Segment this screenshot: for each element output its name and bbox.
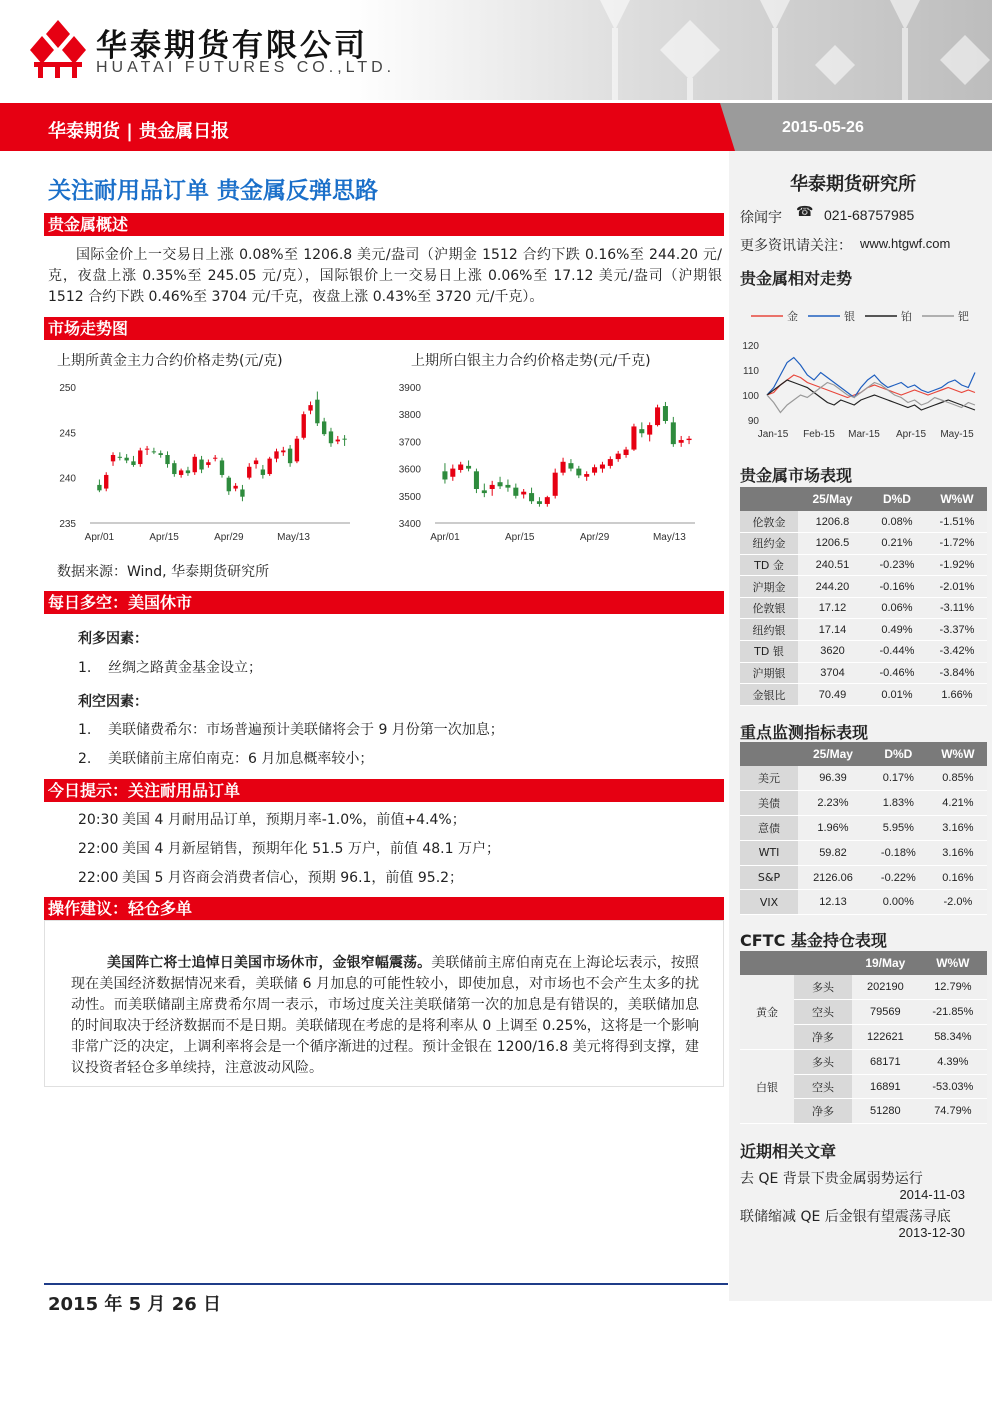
- row-label: 净多: [794, 1025, 852, 1050]
- report-name: 华泰期货 | 贵金属日报: [48, 121, 230, 142]
- table-row: [740, 1049, 987, 1074]
- gold-y-tick-label: 245: [59, 428, 76, 440]
- silver-y-tick-label: 3700: [398, 437, 421, 449]
- silver-candle-body: [450, 469, 455, 477]
- relative-trend-heading: 贵金属相对走势: [740, 269, 853, 288]
- gold-candle-body: [329, 431, 333, 443]
- silver-candle-body: [631, 426, 636, 449]
- section-view-heading: 每日多空：美国休市: [44, 591, 724, 614]
- table-header-cell: W%W: [929, 742, 987, 766]
- section-advice-heading: 操作建议：轻仓多单: [44, 897, 724, 920]
- row-label: 空头: [794, 1000, 852, 1025]
- table-cell: 0.21%: [867, 533, 927, 555]
- table-row: [740, 597, 987, 619]
- silver-candle-body: [442, 471, 447, 479]
- row-label: 美债: [740, 791, 798, 816]
- table-header-cell: D%D: [867, 487, 927, 511]
- market-performance-table: [740, 487, 987, 706]
- table-cell: 96.39: [798, 766, 868, 791]
- table-row: [740, 576, 987, 598]
- gold-candle-body: [247, 467, 251, 478]
- row-label: 空头: [794, 1074, 852, 1099]
- gold-candle-body: [193, 457, 197, 472]
- tip-time: 20:30: [78, 812, 119, 828]
- table-cell: 16891: [852, 1074, 919, 1099]
- bull-factors-label: 利多因素：: [78, 631, 148, 647]
- gold-chart-title: 上期所黄金主力合约价格走势(元/克): [57, 353, 283, 369]
- table-cell: 1.66%: [927, 684, 987, 706]
- gold-x-tick-label: Apr/29: [214, 532, 244, 543]
- gold-candle-body: [111, 455, 115, 461]
- advice-body: 美联储前主席伯南克在上海论坛表示，按照现在美国经济数据情况来看，美联储 6 月加息的可能性较小，即使加息，对市场也不会产生太多的扰动性。而美联储副主席费希尔周一表示，市场过度关注美联储第一次的加息是有错误的，美联储加息的时间取决于经济数据而不是日期。美联储现在考虑的是将利率从 0 上调至 0.25%，这将是一个影响非常广泛的决定，上调利率将会是一个循序渐进的过程。预计金银在 1200/16.8 美元将得到支撑，建议投资者轻仓多单续持，注意波动风险。: [71, 955, 700, 1076]
- legend-label: 铂: [901, 311, 912, 323]
- gold-candle-body: [213, 458, 217, 459]
- gold-candle-body: [322, 421, 326, 434]
- table-row: [740, 684, 987, 706]
- silver-y-tick-label: 3500: [398, 491, 421, 503]
- page-title: 关注耐用品订单 贵金属反弹思路: [48, 178, 379, 204]
- row-label: 意债: [740, 816, 798, 841]
- table-header-cell: D%D: [868, 742, 929, 766]
- table-cell: 0.06%: [867, 597, 927, 619]
- header-decoration: [560, 0, 992, 100]
- row-label: 金银比: [740, 684, 798, 706]
- silver-candle-body: [537, 501, 542, 504]
- table-cell: -0.18%: [868, 840, 929, 865]
- relative-series-line: [767, 383, 975, 413]
- table-cell: 1.83%: [868, 791, 929, 816]
- table-cell: 0.00%: [868, 890, 929, 915]
- row-label: 伦敦银: [740, 597, 798, 619]
- table-cell: 0.16%: [929, 865, 987, 890]
- page-header: [0, 0, 992, 100]
- table-row: [740, 619, 987, 641]
- relative-y-tick-label: 110: [743, 366, 759, 377]
- bull-item-num: 1.: [78, 660, 92, 676]
- silver-candle-body: [584, 474, 589, 477]
- table-cell: -3.42%: [927, 641, 987, 663]
- table-cell: 4.39%: [919, 1049, 987, 1074]
- table-cell: 17.12: [798, 597, 867, 619]
- table-row: [740, 533, 987, 555]
- silver-candle-body: [687, 439, 692, 440]
- table-cell: 2126.06: [798, 865, 868, 890]
- legend-label: 钯: [958, 311, 969, 323]
- gold-candle-body: [342, 439, 346, 440]
- gold-candle-body: [118, 457, 122, 458]
- table-cell: -0.16%: [867, 576, 927, 598]
- silver-chart-title: 上期所白银主力合约价格走势(元/千克): [411, 353, 651, 369]
- table-cell: 1206.8: [798, 511, 867, 533]
- table-header-cell: [740, 951, 794, 975]
- table-cell: 0.08%: [867, 511, 927, 533]
- row-label: 沪期金: [740, 576, 798, 598]
- table-cell: -53.03%: [919, 1074, 987, 1099]
- row-label: TD 金: [740, 554, 798, 576]
- table-cell: 1206.5: [798, 533, 867, 555]
- table-header-cell: 25/May: [798, 487, 867, 511]
- table-row: [740, 816, 987, 841]
- row-label: 纽约银: [740, 619, 798, 641]
- gold-candle-body: [220, 460, 224, 475]
- phone-icon: ☎: [796, 204, 814, 220]
- silver-price-chart: [395, 375, 700, 547]
- gold-candle-body: [227, 478, 231, 492]
- advice-text: [71, 953, 699, 1079]
- table-cell: 58.34%: [919, 1025, 987, 1050]
- row-label: TD 银: [740, 641, 798, 663]
- bear-item-num: 2.: [78, 751, 92, 767]
- indicator-heading: 重点监测指标表现: [740, 723, 869, 742]
- gold-candle-body: [288, 449, 292, 464]
- table-header-cell: W%W: [927, 487, 987, 511]
- gold-candle-body: [159, 453, 163, 455]
- table-cell: -0.23%: [867, 554, 927, 576]
- table-cell: 59.82: [798, 840, 868, 865]
- table-row: [740, 641, 987, 663]
- overview-text: 国际金价上一交易日上涨 0.08%至 1206.8 美元/盎司（沪期金 1512 合约下跌 0.16%至 244.20 元/克，夜盘上涨 0.35%至 245.05 元/克），国际银价上一交易日上涨 0.06%至 17.12 美元/盎司（沪期银 1512 合约下跌 0.46%至 3704 元/千克，夜盘上涨 0.43%至 3720 元/千克）。: [48, 247, 722, 305]
- table-row: [740, 791, 987, 816]
- relative-x-tick-label: Apr-15: [895, 429, 927, 440]
- relative-x-tick-label: Feb-15: [803, 429, 835, 440]
- more-info-label: 更多资讯请关注：: [740, 238, 852, 254]
- table-header-row: [740, 742, 987, 766]
- row-label: 净多: [794, 1099, 852, 1124]
- table-cell: -3.84%: [927, 662, 987, 684]
- table-cell: 3704: [798, 662, 867, 684]
- table-cell: -0.22%: [868, 865, 929, 890]
- gold-y-tick-label: 250: [59, 383, 76, 394]
- gold-candle-body: [261, 470, 265, 475]
- row-label: S&P: [740, 865, 798, 890]
- gold-candle-body: [233, 486, 237, 489]
- table-cell: 244.20: [798, 576, 867, 598]
- silver-y-tick-label: 3600: [398, 464, 421, 476]
- table-cell: -1.51%: [927, 511, 987, 533]
- articles-heading: 近期相关文章: [740, 1142, 837, 1161]
- tip-time: 22:00: [78, 841, 119, 857]
- table-row: [740, 662, 987, 684]
- table-cell: 3.16%: [929, 840, 987, 865]
- silver-candle-body: [647, 425, 652, 435]
- table-row: [740, 554, 987, 576]
- row-label: 多头: [794, 975, 852, 1000]
- cftc-heading: CFTC 基金持仓表现: [740, 931, 887, 950]
- gold-candle-body: [131, 461, 135, 465]
- table-cell: -1.72%: [927, 533, 987, 555]
- table-cell: 4.21%: [929, 791, 987, 816]
- silver-candle-body: [616, 454, 621, 459]
- table-row: [740, 890, 987, 915]
- silver-candle-body: [561, 462, 566, 473]
- bear-factors-label: 利空因素：: [78, 694, 148, 710]
- relative-x-tick-label: Mar-15: [848, 429, 880, 440]
- website-link[interactable]: www.htgwf.com: [860, 236, 951, 251]
- table-cell: 12.79%: [919, 975, 987, 1000]
- gold-candle-body: [336, 440, 340, 442]
- table-cell: 0.49%: [867, 619, 927, 641]
- tip-text: 美国 4 月耐用品订单，预期月率-1.0%，前值+4.4%；: [122, 812, 466, 828]
- gold-candle-body: [302, 414, 306, 438]
- bear-item: 美联储费希尔：市场普遍预计美联储将会于 9 月份第一次加息；: [108, 722, 504, 738]
- table-cell: -21.85%: [919, 1000, 987, 1025]
- gold-candle-body: [97, 485, 101, 490]
- silver-candle-body: [639, 429, 644, 433]
- table-cell: 0.85%: [929, 766, 987, 791]
- relative-y-tick-label: 100: [742, 391, 759, 402]
- table-cell: 12.13: [798, 890, 868, 915]
- section-tips-heading: 今日提示：关注耐用品订单: [44, 779, 724, 802]
- silver-candle-body: [466, 466, 471, 469]
- table-cell: -0.44%: [867, 641, 927, 663]
- legend-label: 银: [844, 311, 855, 323]
- silver-candle-body: [521, 492, 526, 495]
- row-label: VIX: [740, 890, 798, 915]
- article-title[interactable]: 去 QE 背景下贵金属弱势运行: [740, 1171, 923, 1187]
- silver-candle-body: [576, 469, 581, 476]
- table-header-row: [740, 487, 987, 511]
- bear-item-num: 1.: [78, 722, 92, 738]
- market-performance-heading: 贵金属市场表现: [740, 466, 853, 485]
- gold-y-tick-label: 235: [59, 519, 76, 530]
- silver-candle-body: [513, 488, 518, 496]
- relative-x-tick-label: Jan-15: [757, 429, 789, 440]
- cftc-table: [740, 951, 987, 1124]
- indicator-table: [740, 742, 987, 915]
- gold-candle-body: [179, 470, 183, 475]
- table-row: [740, 511, 987, 533]
- gold-candle-body: [240, 489, 244, 496]
- gold-x-tick-label: Apr/01: [84, 532, 115, 543]
- silver-candle-body: [529, 493, 534, 501]
- analyst-name: 徐闻宇: [740, 210, 782, 226]
- table-cell: -2.0%: [929, 890, 987, 915]
- table-cell: 68171: [852, 1049, 919, 1074]
- relative-y-tick-label: 120: [742, 341, 759, 352]
- silver-y-tick-label: 3400: [398, 519, 421, 530]
- table-header-cell: [794, 951, 852, 975]
- gold-candle-body: [267, 459, 271, 474]
- article-date: 2013-12-30: [898, 1225, 965, 1240]
- table-cell: 240.51: [798, 554, 867, 576]
- row-label: 多头: [794, 1049, 852, 1074]
- table-cell: 51280: [852, 1099, 919, 1124]
- table-cell: 0.01%: [867, 684, 927, 706]
- gold-candle-body: [199, 460, 203, 470]
- gold-y-tick-label: 240: [59, 473, 76, 485]
- silver-x-tick-label: May/13: [652, 532, 686, 543]
- gold-candle-body: [274, 451, 278, 458]
- silver-x-tick-label: Apr/29: [579, 532, 610, 543]
- silver-candle-body: [592, 467, 597, 472]
- table-cell: 79569: [852, 1000, 919, 1025]
- silver-candle-body: [553, 473, 558, 496]
- silver-candle-body: [545, 497, 550, 504]
- relative-trend-chart: [733, 300, 988, 445]
- table-cell: -3.37%: [927, 619, 987, 641]
- gold-candle-body: [186, 470, 190, 473]
- table-cell: 70.49: [798, 684, 867, 706]
- gold-candle-body: [165, 455, 169, 464]
- company-name-cn: 华泰期货有限公司: [96, 28, 368, 64]
- relative-y-tick-label: 90: [747, 416, 759, 427]
- institute-name: 华泰期货研究所: [790, 174, 916, 195]
- article-title[interactable]: 联储缩减 QE 后金银有望震荡寻底: [740, 1209, 951, 1225]
- gold-candle-body: [315, 400, 319, 424]
- silver-candle-body: [490, 485, 495, 489]
- gold-candle-body: [281, 450, 285, 452]
- gold-candle-body: [295, 439, 299, 462]
- gold-candle-body: [138, 450, 142, 464]
- silver-candle-body: [655, 407, 660, 425]
- tip-time: 22:00: [78, 870, 119, 886]
- silver-y-tick-label: 3800: [398, 410, 421, 422]
- table-header-cell: 19/May: [852, 951, 919, 975]
- section-market-heading: 市场走势图: [44, 317, 724, 340]
- table-row: [740, 975, 987, 1000]
- relative-x-tick-label: May-15: [940, 429, 974, 440]
- table-cell: -0.46%: [867, 662, 927, 684]
- table-cell: 1.96%: [798, 816, 868, 841]
- table-row: [740, 840, 987, 865]
- table-row: [740, 766, 987, 791]
- footer-date: 2015 年 5 月 26 日: [48, 1294, 222, 1315]
- silver-candle-body: [498, 482, 503, 486]
- tip-text: 美国 5 月咨商会消费者信心，预期 96.1，前值 95.2；: [122, 870, 464, 886]
- silver-candle-body: [671, 422, 676, 444]
- relative-series-line: [767, 358, 975, 398]
- gold-candle-body: [172, 463, 176, 474]
- silver-candle-body: [474, 471, 479, 489]
- row-label: WTI: [740, 840, 798, 865]
- table-header-cell: W%W: [919, 951, 987, 975]
- group-label: 黄金: [740, 975, 794, 1049]
- table-header-cell: 25/May: [798, 742, 868, 766]
- report-date: 2015-05-26: [782, 119, 864, 136]
- table-header-cell: [740, 487, 798, 511]
- silver-y-tick-label: 3900: [398, 383, 421, 394]
- silver-candle-body: [663, 406, 668, 421]
- bear-item: 美联储前主席伯南克：6 月加息概率较小；: [108, 751, 374, 767]
- table-row: [740, 865, 987, 890]
- company-name-en: HUATAI FUTURES CO.,LTD.: [96, 59, 396, 76]
- table-cell: 0.17%: [868, 766, 929, 791]
- silver-candle-body: [600, 465, 605, 469]
- table-header-row: [740, 951, 987, 975]
- silver-candle-body: [624, 450, 629, 455]
- table-cell: 3620: [798, 641, 867, 663]
- group-label: 白银: [740, 1049, 794, 1123]
- silver-candle-body: [568, 463, 573, 468]
- table-cell: -3.11%: [927, 597, 987, 619]
- huatai-logo: [30, 20, 86, 78]
- bull-item: 丝绸之路黄金基金设立；: [108, 660, 262, 676]
- section-overview-heading: 贵金属概述: [44, 213, 724, 236]
- silver-candle-body: [608, 459, 613, 466]
- footer-divider: [44, 1283, 728, 1285]
- gold-candle-body: [308, 405, 312, 410]
- table-cell: 2.23%: [798, 791, 868, 816]
- gold-candle-body: [124, 458, 128, 461]
- advice-bold: 美国阵亡将士追悼日美国市场休市，金银窄幅震荡。: [107, 955, 432, 971]
- analyst-phone: 021-68757985: [824, 207, 915, 223]
- table-cell: 74.79%: [919, 1099, 987, 1124]
- tip-text: 美国 4 月新屋销售，预期年化 51.5 万户，前值 48.1 万户；: [122, 841, 500, 857]
- table-cell: 202190: [852, 975, 919, 1000]
- data-source: 数据来源：Wind, 华泰期货研究所: [57, 564, 270, 580]
- gold-candle-body: [206, 462, 210, 465]
- row-label: 美元: [740, 766, 798, 791]
- silver-candle-body: [679, 440, 684, 443]
- legend-label: 金: [787, 311, 798, 323]
- article-date: 2014-11-03: [899, 1187, 965, 1202]
- row-label: 纽约金: [740, 533, 798, 555]
- table-cell: 17.14: [798, 619, 867, 641]
- gold-candle-body: [104, 475, 108, 489]
- silver-x-tick-label: Apr/15: [505, 532, 535, 543]
- silver-candle-body: [482, 490, 487, 493]
- table-cell: 5.95%: [868, 816, 929, 841]
- row-label: 沪期银: [740, 662, 798, 684]
- table-cell: 3.16%: [929, 816, 987, 841]
- gold-candle-body: [152, 451, 156, 452]
- silver-candle-body: [505, 485, 510, 488]
- row-label: 伦敦金: [740, 511, 798, 533]
- table-cell: 122621: [852, 1025, 919, 1050]
- table-header-cell: [740, 742, 798, 766]
- gold-price-chart: [50, 375, 355, 547]
- gold-x-tick-label: May/13: [277, 532, 310, 543]
- table-cell: -2.01%: [927, 576, 987, 598]
- gold-x-tick-label: Apr/15: [149, 532, 179, 543]
- gold-candle-body: [145, 449, 149, 450]
- silver-x-tick-label: Apr/01: [430, 532, 460, 543]
- silver-candle-body: [458, 465, 463, 470]
- gold-candle-body: [254, 460, 258, 464]
- table-cell: -1.92%: [927, 554, 987, 576]
